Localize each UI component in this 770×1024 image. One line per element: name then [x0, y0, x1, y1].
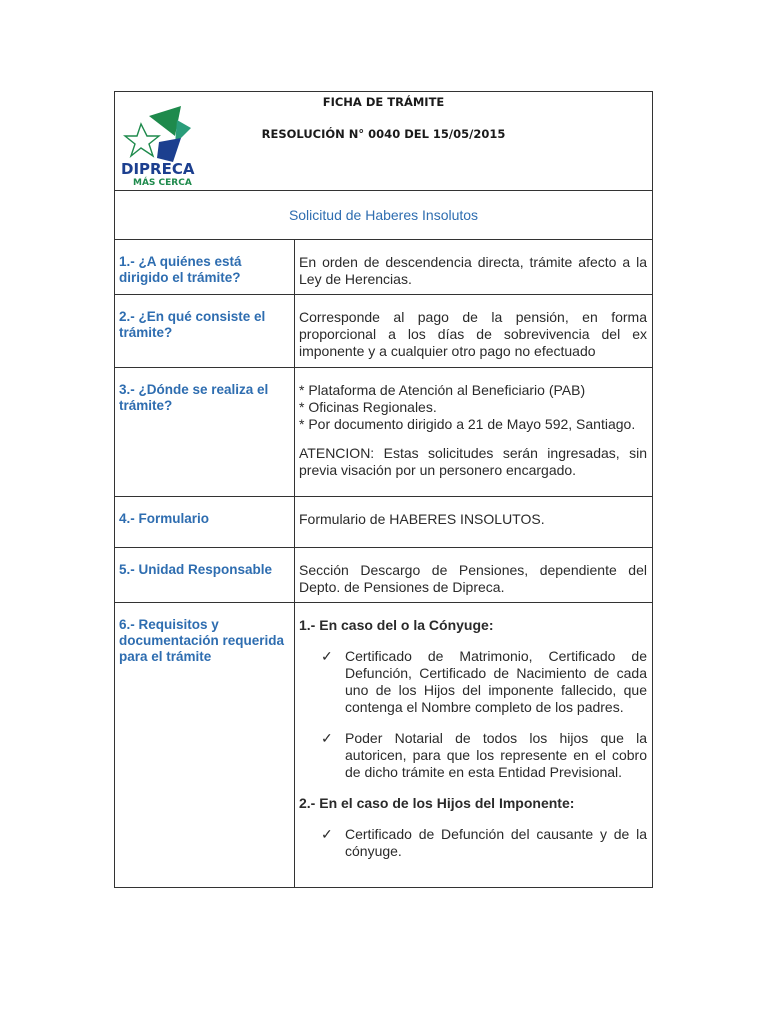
- row-value: [295, 603, 653, 888]
- table-row: [115, 368, 653, 497]
- dipreca-logo: [119, 102, 203, 186]
- checkmark-icon: ✓: [321, 826, 333, 842]
- location-line: * Plataforma de Atención al Beneficiario (PAB): [299, 382, 586, 398]
- row-text: Sección Descargo de Pensiones, dependiente del Depto. de Pensiones de Dipreca.: [299, 562, 647, 595]
- logo-tagline: MÁS CERCA: [133, 178, 192, 186]
- logo-blue-shape: [157, 138, 181, 162]
- requirement-text: Certificado de Defunción del causante y de la cónyuge.: [345, 826, 647, 859]
- checkmark-icon: ✓: [321, 648, 333, 664]
- row-value: [295, 497, 653, 548]
- table-row: [115, 548, 653, 603]
- row-value: [295, 240, 653, 295]
- row-label: 1.- ¿A quiénes está dirigido el trámite?: [115, 240, 295, 295]
- row-label: 6.- Requisitos y documentación requerida para el trámite: [115, 603, 295, 888]
- subject-cell: [115, 191, 653, 240]
- procedure-table: [114, 91, 653, 888]
- checkmark-icon: ✓: [321, 730, 333, 746]
- list-item: [321, 648, 647, 716]
- row-value: [295, 548, 653, 603]
- attention-note: ATENCION: Estas solicitudes serán ingresadas, sin previa visación por un personero encargado.: [299, 445, 647, 478]
- table-row: [115, 240, 653, 295]
- table-row: [115, 497, 653, 548]
- row-label: 4.- Formulario: [115, 497, 295, 548]
- table-row: [115, 295, 653, 368]
- row-label: 2.- ¿En qué consiste el trámite?: [115, 295, 295, 368]
- spouse-requirements-list: [299, 648, 647, 781]
- row-value: [295, 368, 653, 497]
- location-line: * Oficinas Regionales.: [299, 399, 437, 415]
- requirement-text: Poder Notarial de todos los hijos que la autoricen, para que los represente en el cobro de dicho trámite en esta Entidad Previsional.: [345, 730, 647, 780]
- row-text: Formulario de HABERES INSOLUTOS.: [299, 511, 545, 527]
- resolution-number: RESOLUCIÓN N° 0040 DEL 15/05/2015: [261, 127, 506, 141]
- list-item: [321, 730, 647, 781]
- row-label: 5.- Unidad Responsable: [115, 548, 295, 603]
- row-text: En orden de descendencia directa, trámite afecto a la Ley de Herencias.: [299, 254, 647, 287]
- row-value: [295, 295, 653, 368]
- row-label: 3.- ¿Dónde se realiza el trámite?: [115, 368, 295, 497]
- children-case-title: 2.- En el caso de los Hijos del Imponente:: [299, 795, 575, 811]
- location-line: * Por documento dirigido a 21 de Mayo 592, Santiago.: [299, 416, 636, 432]
- header-cell: [115, 92, 653, 191]
- row-text: Corresponde al pago de la pensión, en forma proporcional a los días de sobrevivencia del ex imponente y a cualquier otro pago no efectuado: [299, 309, 647, 359]
- list-item: [321, 826, 647, 860]
- spouse-case-title: 1.- En caso del o la Cónyuge:: [299, 617, 494, 633]
- logo-wordmark: DIPRECA: [121, 160, 195, 178]
- table-row: [115, 603, 653, 888]
- subject-title: Solicitud de Haberes Insolutos: [288, 207, 479, 223]
- requirement-text: Certificado de Matrimonio, Certificado de Defunción, Certificado de Nacimiento de cada uno de los Hijos del imponente fallecido, que contenga el Nombre completo de los padres.: [345, 648, 647, 715]
- document-title: FICHA DE TRÁMITE: [322, 95, 445, 109]
- children-requirements-list: [299, 826, 647, 860]
